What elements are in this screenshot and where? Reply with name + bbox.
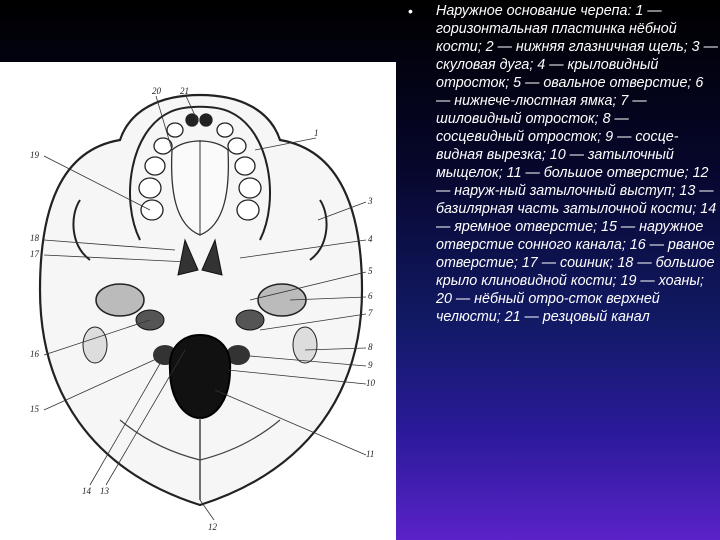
label-4: 4 bbox=[368, 234, 373, 244]
slide-caption bbox=[408, 0, 718, 540]
label-14: 14 bbox=[82, 486, 91, 496]
label-16: 16 bbox=[30, 349, 39, 359]
label-6: 6 bbox=[368, 291, 373, 301]
label-20: 20 bbox=[152, 86, 161, 96]
label-3: 3 bbox=[368, 196, 373, 206]
label-8: 8 bbox=[368, 342, 373, 352]
label-11: 11 bbox=[366, 449, 375, 459]
label-15: 15 bbox=[30, 404, 39, 414]
label-9: 9 bbox=[368, 360, 373, 370]
label-18: 18 bbox=[30, 233, 39, 243]
foramen-magnum bbox=[170, 335, 230, 418]
caption-text bbox=[436, 2, 718, 326]
label-5: 5 bbox=[368, 266, 373, 276]
label-10: 10 bbox=[366, 378, 375, 388]
label-19: 19 bbox=[30, 150, 39, 160]
skull-drawing bbox=[0, 62, 396, 540]
caption-body: 1 — горизонтальная пластинка нёбной кости; 2 — нижняя глазничная щель; 3 — скуловая дуга; 4 — крыловидный отросток; 5 — овальное отверстие; 6 — нижнече-люстная ямка; 7 — шиловидный отросток; 8 — сосцевидный отросток; 9 — сосце-видная вырезка; 10 — затылочный мыщелок; 11 — большое отверстие; 12— наруж-ный затылочный выступ; 13 — базилярная часть затылочной кости; 14 — яремное отверстие; 15 — наружное отверстие сонного канала; 16 — рваное отверстие; 17 — сошник; 18 — большое крыло клиновидной кости; 19 — хоаны; 20 — нёбный отро-сток верхней челюсти; 21 — резцовый канал bbox=[436, 3, 718, 325]
label-21: 21 bbox=[180, 86, 189, 96]
bullet-marker: • bbox=[408, 3, 413, 19]
label-17: 17 bbox=[30, 249, 39, 259]
label-12: 12 bbox=[208, 522, 217, 532]
label-7: 7 bbox=[368, 308, 373, 318]
label-1: 1 bbox=[314, 128, 319, 138]
skull-base-illustration bbox=[0, 62, 396, 540]
caption-title: Наружное основание черепа: bbox=[436, 3, 632, 19]
label-13: 13 bbox=[100, 486, 109, 496]
